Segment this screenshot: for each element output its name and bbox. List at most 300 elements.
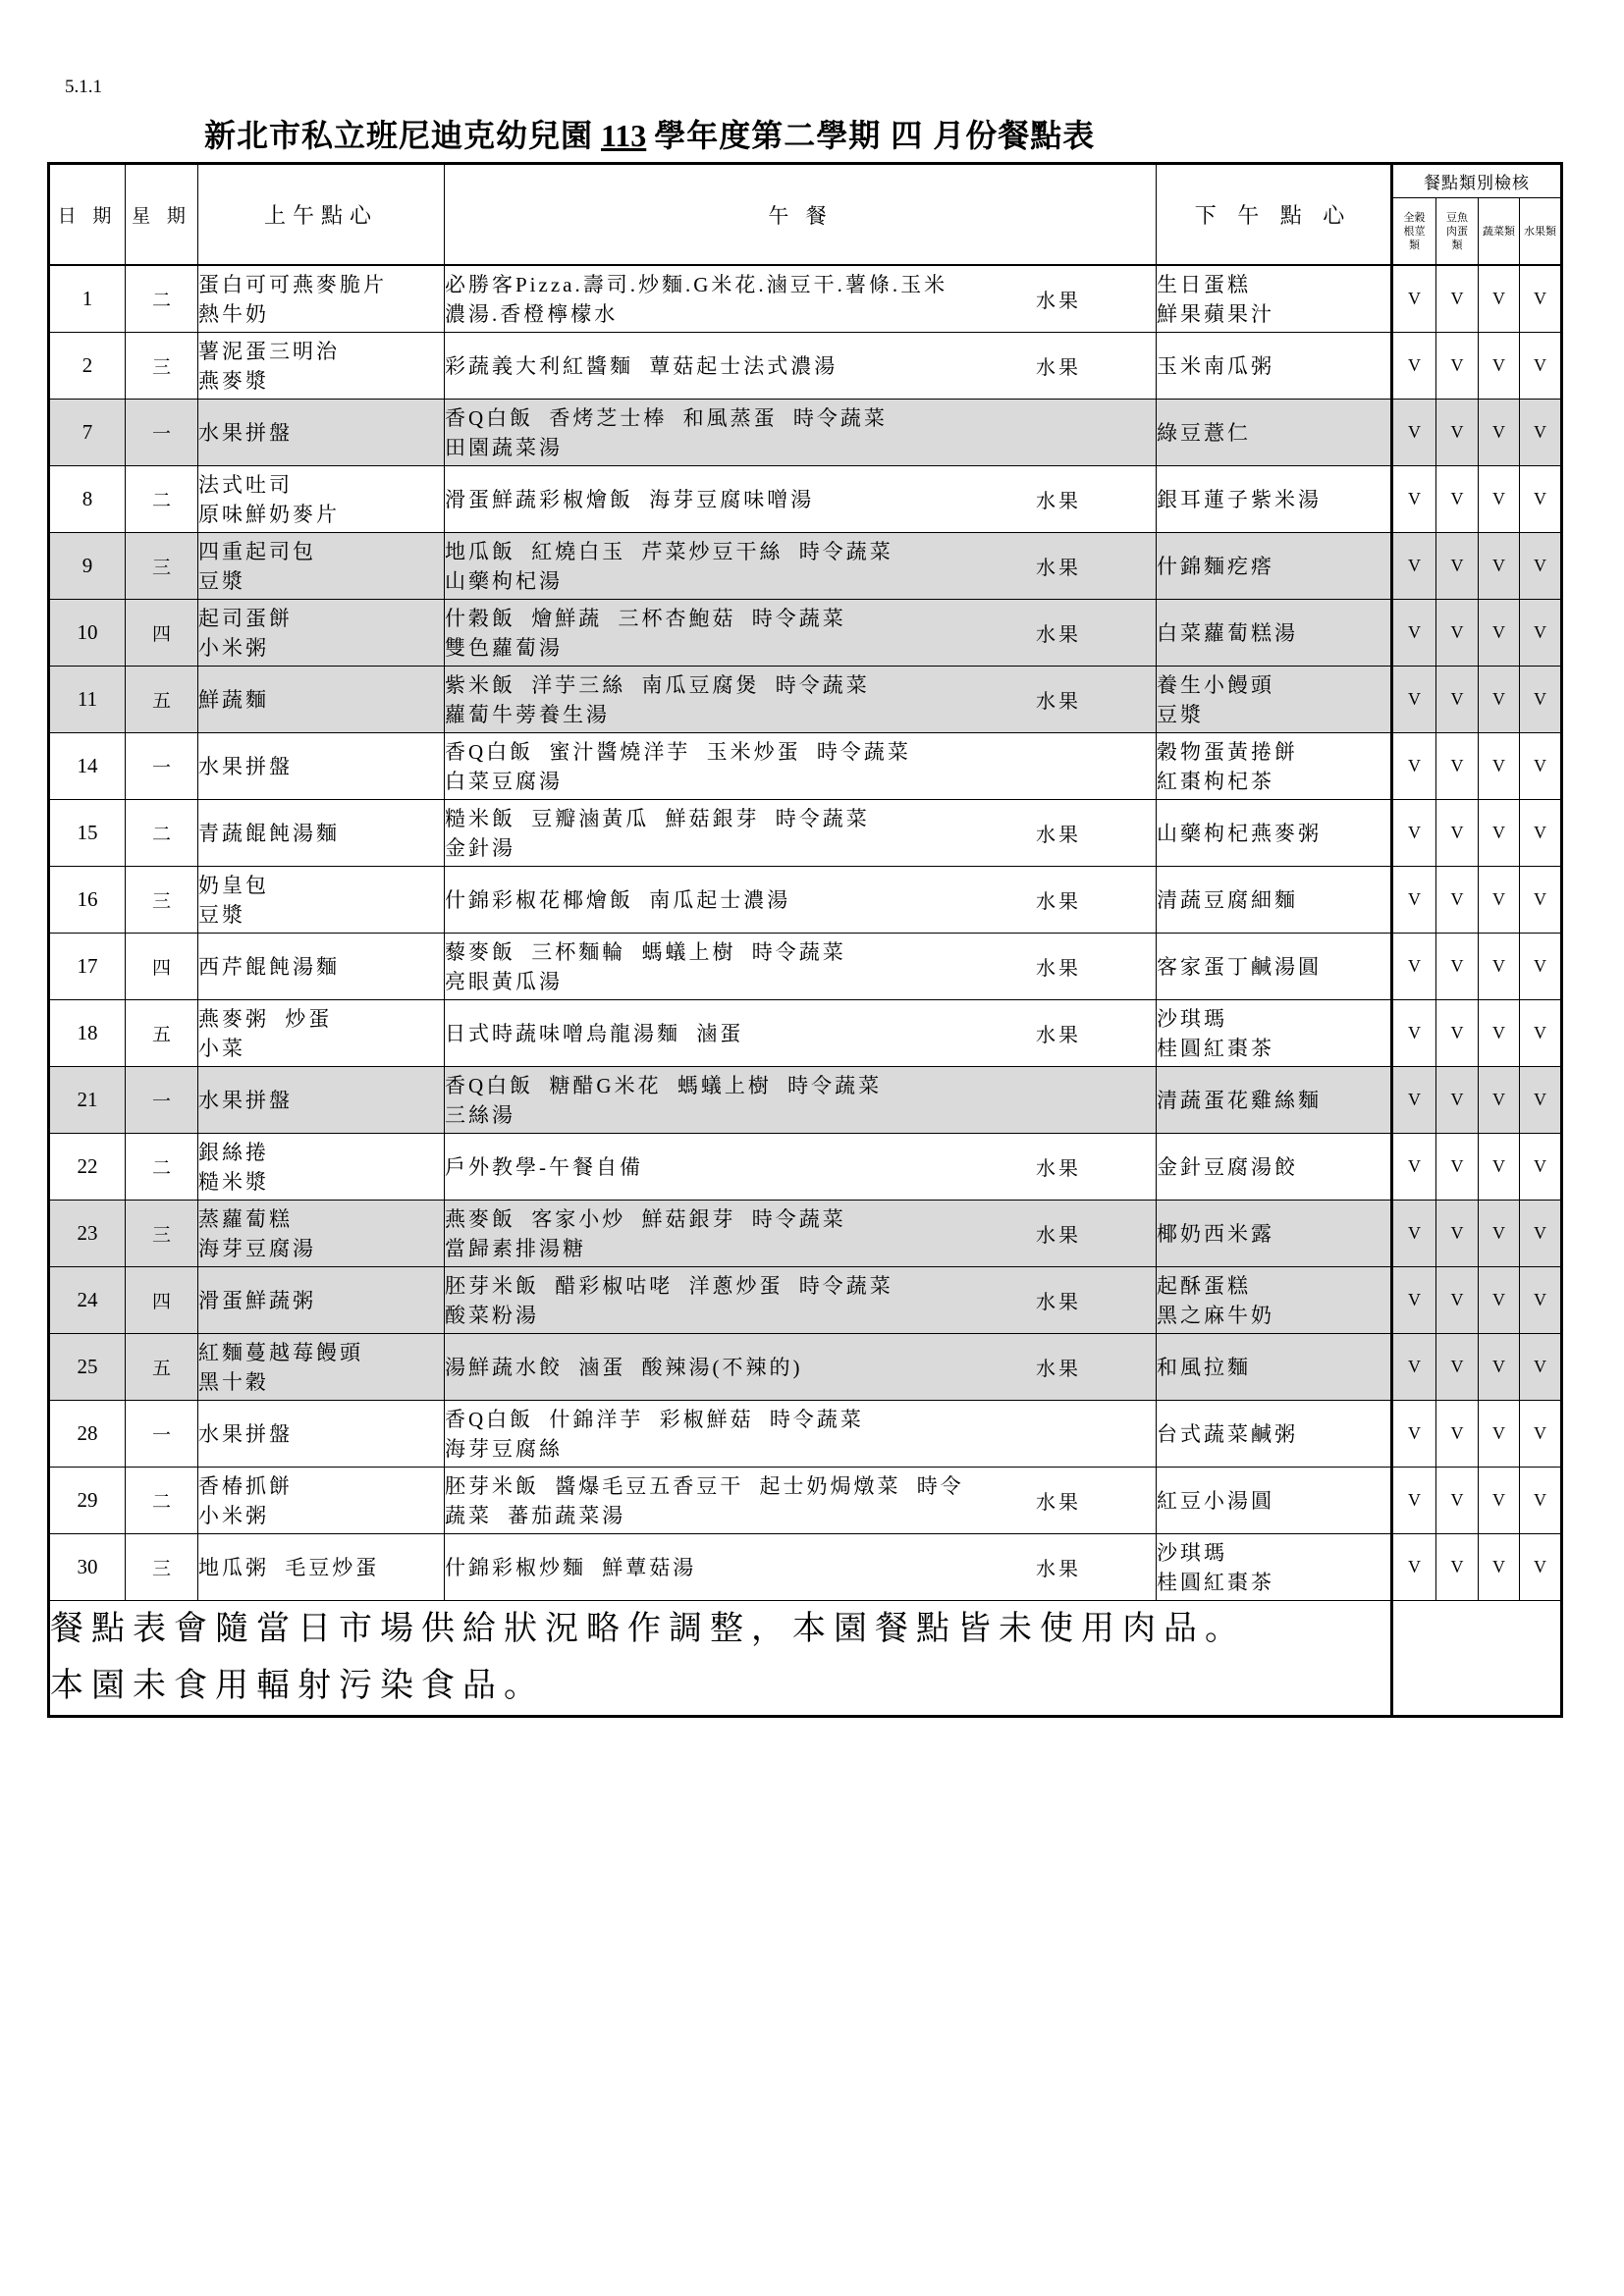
fruit-label: 水果 (1036, 691, 1081, 713)
morning-snack-lines (198, 1338, 444, 1397)
date-cell: 25 (49, 1334, 126, 1401)
morning-snack-item: 起司蛋餅 (198, 606, 293, 630)
morning-snack-item: 奶皇包 (198, 873, 269, 897)
fruit-label: 水果 (1036, 825, 1081, 846)
morning-snack-item: 銀絲捲 (198, 1140, 269, 1164)
afternoon-snack-item: 和風拉麵 (1157, 1355, 1251, 1379)
fruit-label: 水果 (1036, 1025, 1081, 1046)
lunch-cell (445, 667, 1157, 733)
check-header-fruit (1520, 198, 1562, 266)
afternoon-snack-item: 沙琪瑪 (1157, 1540, 1227, 1565)
morning-snack-item: 豆漿 (198, 568, 245, 593)
date-cell: 11 (49, 667, 126, 733)
afternoon-snack-cell (1157, 533, 1392, 600)
check-fruit: V (1520, 1468, 1562, 1534)
weekday-cell: 二 (126, 1134, 198, 1201)
lunch-cell (445, 400, 1157, 466)
afternoon-snack-item: 紅棗枸杞茶 (1157, 769, 1274, 793)
check-grains: V (1392, 667, 1436, 733)
date-cell: 29 (49, 1468, 126, 1534)
lunch-item: 滑蛋鮮蔬彩椒燴飯 海芽豆腐味噌湯 (445, 487, 815, 511)
footer-check-cell (1392, 1601, 1562, 1717)
check-protein: V (1436, 333, 1479, 400)
morning-snack-lines (198, 952, 444, 982)
morning-snack-lines (198, 1086, 444, 1115)
date-cell: 16 (49, 867, 126, 934)
menu-body (49, 265, 1562, 1601)
header-date: 日 期 (49, 164, 126, 266)
lunch-content (445, 804, 1156, 863)
check-vegetables: V (1479, 1401, 1520, 1468)
check-header-line: 全穀 (1403, 211, 1426, 224)
morning-snack-item: 四重起司包 (198, 539, 316, 563)
lunch-item: 什穀飯 燴鮮蔬 三杯杏鮑菇 時令蔬菜 (445, 606, 846, 630)
lunch-item: 三絲湯 (445, 1102, 515, 1127)
weekday-cell: 三 (126, 533, 198, 600)
menu-row (49, 1067, 1562, 1134)
title-month: 四 (891, 118, 924, 153)
weekday-cell: 一 (126, 1401, 198, 1468)
afternoon-snack-cell (1157, 400, 1392, 466)
afternoon-snack-item: 沙琪瑪 (1157, 1006, 1227, 1031)
menu-row (49, 1000, 1562, 1067)
afternoon-snack-cell (1157, 1334, 1392, 1401)
date-cell: 10 (49, 600, 126, 667)
morning-snack-item: 水果拼盤 (198, 1088, 293, 1112)
afternoon-snack-item: 紅豆小湯圓 (1157, 1488, 1274, 1513)
morning-snack-item: 滑蛋鮮蔬粥 (198, 1288, 316, 1312)
afternoon-snack-lines (1157, 670, 1390, 729)
afternoon-snack-item: 桂圓紅棗茶 (1157, 1570, 1274, 1594)
check-grains: V (1392, 533, 1436, 600)
check-header-line: 根莖 (1403, 225, 1426, 238)
weekday-cell: 二 (126, 800, 198, 867)
lunch-cell (445, 1267, 1157, 1334)
afternoon-snack-lines (1157, 1486, 1390, 1516)
date-cell: 21 (49, 1067, 126, 1134)
check-header-protein (1436, 198, 1479, 266)
check-grains: V (1392, 1267, 1436, 1334)
lunch-cell (445, 1468, 1157, 1534)
check-protein: V (1436, 1468, 1479, 1534)
lunch-content (445, 537, 1156, 596)
check-fruit: V (1520, 466, 1562, 533)
weekday-cell: 三 (126, 867, 198, 934)
afternoon-snack-lines (1157, 1538, 1390, 1597)
lunch-content (445, 937, 1156, 996)
morning-snack-item: 紅麵蔓越莓饅頭 (198, 1340, 363, 1364)
check-grains: V (1392, 400, 1436, 466)
afternoon-snack-item: 白菜蘿蔔糕湯 (1157, 620, 1298, 645)
check-grains: V (1392, 333, 1436, 400)
check-protein: V (1436, 1267, 1479, 1334)
menu-row (49, 1334, 1562, 1401)
morning-snack-lines (198, 1004, 444, 1063)
morning-snack-cell (198, 1067, 445, 1134)
afternoon-snack-lines (1157, 552, 1390, 581)
check-grains: V (1392, 1401, 1436, 1468)
lunch-cell (445, 934, 1157, 1000)
afternoon-snack-item: 清蔬蛋花雞絲麵 (1157, 1088, 1322, 1112)
morning-snack-lines (198, 1204, 444, 1263)
weekday-cell: 三 (126, 1201, 198, 1267)
lunch-cell (445, 733, 1157, 800)
morning-snack-cell (198, 265, 445, 333)
weekday-cell: 五 (126, 667, 198, 733)
lunch-item: 香Q白飯 糖醋G米花 螞蟻上樹 時令蔬菜 (445, 1073, 883, 1097)
lunch-lines (445, 670, 1036, 729)
lunch-cell (445, 600, 1157, 667)
afternoon-snack-item: 台式蔬菜鹹粥 (1157, 1421, 1298, 1446)
lunch-lines (445, 1204, 1036, 1263)
footer-note: 餐點表會隨當日市場供給狀況略作調整，本園餐點皆未使用肉品。 (50, 1611, 1246, 1647)
check-grains: V (1392, 1000, 1436, 1067)
afternoon-snack-lines (1157, 952, 1390, 982)
weekday-cell: 五 (126, 1334, 198, 1401)
header-afternoon-snack: 下 午 點 心 (1157, 164, 1392, 266)
morning-snack-lines (198, 270, 444, 329)
check-protein: V (1436, 1334, 1479, 1401)
weekday-cell: 二 (126, 466, 198, 533)
afternoon-snack-cell (1157, 1201, 1392, 1267)
afternoon-snack-lines (1157, 485, 1390, 514)
morning-snack-cell (198, 466, 445, 533)
afternoon-snack-cell (1157, 934, 1392, 1000)
check-header-vegetables (1479, 198, 1520, 266)
lunch-cell (445, 1201, 1157, 1267)
afternoon-snack-lines (1157, 1419, 1390, 1449)
date-cell: 28 (49, 1401, 126, 1468)
lunch-item: 糙米飯 豆瓣滷黃瓜 鮮菇銀芽 時令蔬菜 (445, 806, 870, 830)
weekday-cell: 一 (126, 733, 198, 800)
lunch-cell (445, 466, 1157, 533)
lunch-lines (445, 937, 1036, 996)
check-fruit: V (1520, 333, 1562, 400)
afternoon-snack-item: 玉米南瓜粥 (1157, 353, 1274, 378)
check-vegetables: V (1479, 867, 1520, 934)
title-year: 113 (601, 118, 647, 153)
date-cell: 8 (49, 466, 126, 533)
morning-snack-lines (198, 1419, 444, 1449)
check-vegetables: V (1479, 1468, 1520, 1534)
menu-row (49, 1401, 1562, 1468)
menu-table (47, 162, 1563, 1718)
check-vegetables: V (1479, 1201, 1520, 1267)
weekday-cell: 三 (126, 333, 198, 400)
check-grains: V (1392, 733, 1436, 800)
lunch-cell (445, 1534, 1157, 1601)
lunch-lines (445, 1471, 1036, 1530)
check-vegetables: V (1479, 400, 1520, 466)
lunch-cell (445, 333, 1157, 400)
check-grains: V (1392, 1201, 1436, 1267)
check-vegetables: V (1479, 1267, 1520, 1334)
afternoon-snack-cell (1157, 265, 1392, 333)
lunch-cell (445, 265, 1157, 333)
lunch-item: 蔬菜 蕃茄蔬菜湯 (445, 1503, 626, 1527)
header-weekday: 星 期 (126, 164, 198, 266)
check-fruit: V (1520, 1534, 1562, 1601)
weekday-cell: 四 (126, 600, 198, 667)
fruit-label: 水果 (1036, 1492, 1081, 1514)
morning-snack-cell (198, 1334, 445, 1401)
check-protein: V (1436, 400, 1479, 466)
lunch-content (445, 1405, 1156, 1464)
lunch-content (445, 885, 1156, 915)
morning-snack-lines (198, 1138, 444, 1197)
morning-snack-lines (198, 470, 444, 529)
morning-snack-cell (198, 1267, 445, 1334)
check-grains: V (1392, 1468, 1436, 1534)
morning-snack-item: 黑十穀 (198, 1369, 269, 1394)
morning-snack-item: 糙米漿 (198, 1169, 269, 1194)
check-protein: V (1436, 1067, 1479, 1134)
morning-snack-lines (198, 1471, 444, 1530)
weekday-cell: 一 (126, 1067, 198, 1134)
morning-snack-lines (198, 819, 444, 848)
lunch-content (445, 1204, 1156, 1263)
morning-snack-cell (198, 733, 445, 800)
date-cell: 30 (49, 1534, 126, 1601)
check-fruit: V (1520, 1067, 1562, 1134)
lunch-item: 濃湯.香橙檸檬水 (445, 301, 619, 326)
fruit-label: 水果 (1036, 891, 1081, 913)
lunch-lines (445, 1553, 1036, 1582)
lunch-cell (445, 1134, 1157, 1201)
footer-row (49, 1601, 1562, 1717)
morning-snack-cell (198, 1134, 445, 1201)
fruit-label: 水果 (1036, 1158, 1081, 1180)
afternoon-snack-cell (1157, 333, 1392, 400)
check-fruit: V (1520, 265, 1562, 333)
lunch-lines (445, 737, 1036, 796)
afternoon-snack-cell (1157, 1000, 1392, 1067)
date-cell: 9 (49, 533, 126, 600)
afternoon-snack-item: 鮮果蘋果汁 (1157, 301, 1274, 326)
date-cell: 23 (49, 1201, 126, 1267)
menu-row (49, 265, 1562, 333)
check-protein: V (1436, 1534, 1479, 1601)
lunch-item: 田園蔬菜湯 (445, 435, 563, 459)
afternoon-snack-item: 養生小饅頭 (1157, 672, 1274, 697)
lunch-content (445, 403, 1156, 462)
check-vegetables: V (1479, 265, 1520, 333)
fruit-label: 水果 (1036, 1292, 1081, 1313)
afternoon-snack-item: 桂圓紅棗茶 (1157, 1036, 1274, 1060)
lunch-item: 香Q白飯 香烤芝士棒 和風蒸蛋 時令蔬菜 (445, 405, 888, 430)
check-vegetables: V (1479, 667, 1520, 733)
morning-snack-lines (198, 418, 444, 448)
check-protein: V (1436, 800, 1479, 867)
lunch-item: 白菜豆腐湯 (445, 769, 563, 793)
lunch-lines (445, 1271, 1036, 1330)
lunch-cell (445, 1000, 1157, 1067)
afternoon-snack-lines (1157, 1271, 1390, 1330)
menu-row (49, 934, 1562, 1000)
morning-snack-lines (198, 1286, 444, 1315)
lunch-content (445, 351, 1156, 381)
fruit-label: 水果 (1036, 1225, 1081, 1247)
afternoon-snack-lines (1157, 270, 1390, 329)
check-fruit: V (1520, 733, 1562, 800)
morning-snack-cell (198, 1468, 445, 1534)
lunch-content (445, 1271, 1156, 1330)
lunch-cell (445, 867, 1157, 934)
check-protein: V (1436, 600, 1479, 667)
afternoon-snack-lines (1157, 351, 1390, 381)
check-header-line: 肉蛋 (1446, 225, 1468, 238)
lunch-item: 彩蔬義大利紅醬麵 蕈菇起士法式濃湯 (445, 353, 839, 378)
lunch-item: 金針湯 (445, 835, 515, 860)
lunch-lines (445, 885, 1036, 915)
check-fruit: V (1520, 800, 1562, 867)
morning-snack-item: 小菜 (198, 1036, 245, 1060)
menu-row (49, 400, 1562, 466)
lunch-lines (445, 1405, 1036, 1464)
check-header-grains (1392, 198, 1436, 266)
afternoon-snack-cell (1157, 600, 1392, 667)
weekday-cell: 三 (126, 1534, 198, 1601)
lunch-content (445, 270, 1156, 329)
lunch-item: 海芽豆腐絲 (445, 1436, 563, 1461)
menu-row (49, 1534, 1562, 1601)
lunch-lines (445, 270, 1036, 329)
morning-snack-lines (198, 752, 444, 781)
check-protein: V (1436, 1401, 1479, 1468)
afternoon-snack-item: 黑之麻牛奶 (1157, 1303, 1274, 1327)
check-fruit: V (1520, 1401, 1562, 1468)
lunch-lines (445, 804, 1036, 863)
afternoon-snack-cell (1157, 466, 1392, 533)
check-protein: V (1436, 265, 1479, 333)
check-header-line: 類 (1451, 239, 1463, 251)
check-vegetables: V (1479, 800, 1520, 867)
afternoon-snack-item: 生日蛋糕 (1157, 272, 1251, 296)
afternoon-snack-item: 客家蛋丁鹹湯圓 (1157, 954, 1322, 979)
menu-row (49, 1201, 1562, 1267)
check-vegetables: V (1479, 1534, 1520, 1601)
check-protein: V (1436, 934, 1479, 1000)
afternoon-snack-item: 起酥蛋糕 (1157, 1273, 1251, 1298)
weekday-cell: 二 (126, 1468, 198, 1534)
date-cell: 7 (49, 400, 126, 466)
header-lunch: 午 餐 (445, 164, 1157, 266)
morning-snack-item: 小米粥 (198, 1503, 269, 1527)
morning-snack-cell (198, 1000, 445, 1067)
afternoon-snack-cell (1157, 1067, 1392, 1134)
morning-snack-lines (198, 685, 444, 715)
afternoon-snack-lines (1157, 885, 1390, 915)
check-fruit: V (1520, 533, 1562, 600)
check-grains: V (1392, 800, 1436, 867)
check-header-line: 水果類 (1524, 225, 1556, 238)
lunch-item: 蘿蔔牛蒡養生湯 (445, 702, 610, 726)
check-protein: V (1436, 667, 1479, 733)
fruit-label: 水果 (1036, 558, 1081, 579)
afternoon-snack-item: 椰奶西米露 (1157, 1221, 1274, 1246)
afternoon-snack-cell (1157, 733, 1392, 800)
date-cell: 22 (49, 1134, 126, 1201)
morning-snack-item: 小米粥 (198, 635, 269, 660)
morning-snack-cell (198, 1534, 445, 1601)
weekday-cell: 四 (126, 934, 198, 1000)
morning-snack-item: 薯泥蛋三明治 (198, 339, 340, 363)
afternoon-snack-lines (1157, 1219, 1390, 1249)
afternoon-snack-cell (1157, 1267, 1392, 1334)
lunch-content (445, 604, 1156, 663)
morning-snack-cell (198, 667, 445, 733)
menu-row (49, 1267, 1562, 1334)
weekday-cell: 五 (126, 1000, 198, 1067)
menu-row (49, 733, 1562, 800)
weekday-cell: 二 (126, 265, 198, 333)
morning-snack-item: 熱牛奶 (198, 301, 269, 326)
morning-snack-cell (198, 400, 445, 466)
morning-snack-item: 香椿抓餅 (198, 1473, 293, 1498)
afternoon-snack-cell (1157, 1534, 1392, 1601)
morning-snack-item: 水果拼盤 (198, 1421, 293, 1446)
lunch-item: 什錦彩椒花椰燴飯 南瓜起士濃湯 (445, 887, 791, 912)
date-cell: 14 (49, 733, 126, 800)
afternoon-snack-cell (1157, 667, 1392, 733)
morning-snack-lines (198, 604, 444, 663)
morning-snack-lines (198, 337, 444, 396)
header-morning-snack: 上午點心 (198, 164, 445, 266)
menu-row (49, 1468, 1562, 1534)
morning-snack-cell (198, 600, 445, 667)
afternoon-snack-item: 什錦麵疙瘩 (1157, 554, 1274, 578)
afternoon-snack-item: 豆漿 (1157, 702, 1204, 726)
check-fruit: V (1520, 1134, 1562, 1201)
check-header-line: 蔬菜類 (1483, 225, 1515, 238)
lunch-cell (445, 1067, 1157, 1134)
lunch-content (445, 1471, 1156, 1530)
check-vegetables: V (1479, 1134, 1520, 1201)
lunch-content (445, 1071, 1156, 1130)
morning-snack-item: 燕麥粥 炒蛋 (198, 1006, 333, 1031)
fruit-label: 水果 (1036, 291, 1081, 312)
check-protein: V (1436, 1134, 1479, 1201)
morning-snack-item: 海芽豆腐湯 (198, 1236, 316, 1260)
lunch-lines (445, 1071, 1036, 1130)
check-vegetables: V (1479, 600, 1520, 667)
menu-row (49, 466, 1562, 533)
lunch-item: 燕麥飯 客家小炒 鮮菇銀芽 時令蔬菜 (445, 1206, 846, 1231)
check-fruit: V (1520, 1334, 1562, 1401)
morning-snack-cell (198, 1201, 445, 1267)
title-suffix: 月份餐點表 (933, 118, 1096, 153)
menu-row (49, 533, 1562, 600)
check-fruit: V (1520, 867, 1562, 934)
afternoon-snack-lines (1157, 618, 1390, 648)
lunch-cell (445, 1401, 1157, 1468)
check-fruit: V (1520, 1000, 1562, 1067)
lunch-item: 雙色蘿蔔湯 (445, 635, 563, 660)
lunch-item: 胚芽米飯 醋彩椒咕咾 洋蔥炒蛋 時令蔬菜 (445, 1273, 893, 1298)
afternoon-snack-item: 銀耳蓮子紫米湯 (1157, 487, 1322, 511)
lunch-item: 湯鮮蔬水餃 滷蛋 酸辣湯(不辣的) (445, 1355, 803, 1379)
lunch-lines (445, 1019, 1036, 1048)
check-fruit: V (1520, 600, 1562, 667)
morning-snack-lines (198, 1553, 444, 1582)
afternoon-snack-item: 金針豆腐湯餃 (1157, 1154, 1298, 1179)
date-cell: 2 (49, 333, 126, 400)
check-grains: V (1392, 934, 1436, 1000)
check-grains: V (1392, 1067, 1436, 1134)
check-protein: V (1436, 733, 1479, 800)
lunch-item: 山藥枸杞湯 (445, 568, 563, 593)
menu-row (49, 333, 1562, 400)
